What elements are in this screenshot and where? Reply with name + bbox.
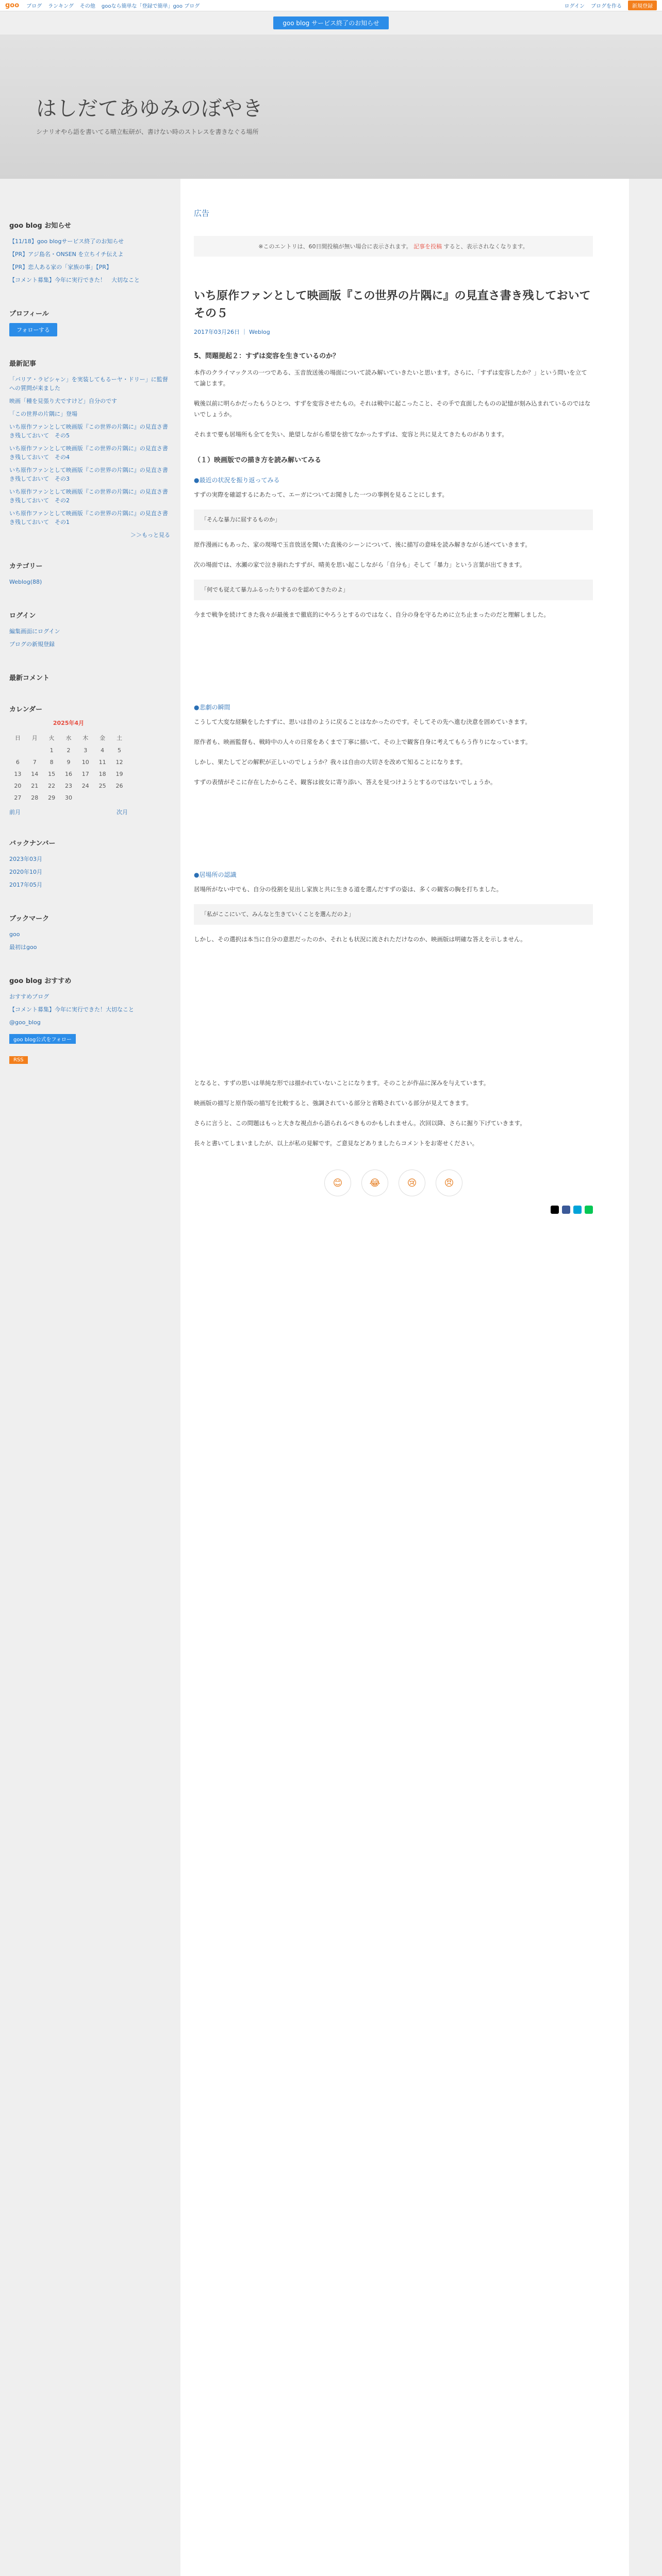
blog-title[interactable]: はしだてあゆみのぼやき — [36, 97, 263, 121]
nav-other[interactable]: その他 — [79, 4, 95, 9]
recent-item[interactable]: いち原作ファンとして映画版『この世界の片隅に』の見直さ書き残しておいて その5 — [9, 423, 168, 439]
recent-item[interactable]: 映画「種を見張り犬ですけど」自分のです — [9, 398, 117, 404]
category-heading: カテゴリー — [9, 563, 43, 570]
cal-day: 6 — [15, 759, 20, 766]
recent-item[interactable]: いち原作ファンとして映画版『この世界の片隅に』の見直さ書き残しておいて その4 — [9, 445, 168, 461]
calendar-nav — [9, 808, 128, 816]
paragraph: すずの実際を確認するにあたって、エーガについてお聞きした一つの事例を見ることにします。 — [194, 491, 448, 498]
global-nav-right — [565, 1, 657, 10]
sidebar-info — [9, 220, 170, 286]
sub-heading: ●最近の状況を振り返ってみる — [194, 477, 280, 484]
reaction-sad-icon[interactable]: 😢 — [399, 1170, 425, 1196]
paragraph: それまで要も居場所も全てを失い、絶望しながら希望を捨てなかったすずは、変容と共に見えてきたものがあります。 — [194, 431, 508, 438]
info-item[interactable]: 【コメント募集】今年に実行できた！ 大切なこと — [9, 277, 140, 283]
hatena-share-icon[interactable] — [573, 1206, 582, 1214]
paragraph: 原作漫画にもあった、家の現場で玉音放送を聞いた直後のシーンについて、後に描写の意味を読み解きながら述べていきます。 — [194, 541, 531, 548]
cal-day — [77, 792, 94, 804]
recent-heading: 最新記事 — [9, 360, 37, 368]
goo-global-nav — [0, 0, 662, 11]
bookmark-heading: ブックマーク — [9, 915, 49, 923]
ad-label: 広告 — [194, 209, 210, 218]
cal-day: 10 — [81, 759, 89, 766]
cal-head: 木 — [82, 735, 89, 741]
recommend-item[interactable]: おすすめブログ — [9, 993, 49, 1000]
info-heading: goo blog お知らせ — [9, 222, 71, 230]
cal-day — [9, 744, 26, 756]
recommend-item[interactable]: @goo_blog — [9, 1019, 41, 1026]
reaction-smile-icon[interactable]: 😊 — [324, 1170, 351, 1196]
cal-day: 27 — [14, 794, 22, 801]
cal-head: 日 — [14, 735, 21, 741]
cal-day: 13 — [14, 771, 22, 777]
comments-heading: 最新コメント — [9, 674, 50, 682]
cal-head: 火 — [48, 735, 55, 741]
paragraph: しかし、その選択は本当に自分の意思だったのか、それとも状況に流されただけなのか、映画版は明確な答えを示しません。 — [194, 936, 526, 943]
paragraph: しかし、果たしてどの解釈が正しいのでしょうか？我々は自由の大切さを改めて知ることになります。 — [194, 758, 467, 766]
recent-item[interactable]: 「この世界の片隅に」登場 — [9, 411, 77, 417]
reaction-angry-icon[interactable]: 😠 — [436, 1170, 462, 1196]
cal-day: 21 — [31, 783, 39, 789]
profile-heading: プロフィール — [9, 310, 49, 318]
inactive-notice — [194, 236, 593, 257]
calendar-heading: カレンダー — [9, 706, 43, 714]
cal-day: 24 — [81, 783, 89, 789]
reaction-buttons — [194, 1170, 593, 1196]
service-end-notice[interactable]: goo blog サービス終了のお知らせ — [273, 16, 388, 29]
follow-goo-blog[interactable]: goo blog公式をフォロー — [9, 1034, 76, 1044]
recent-item[interactable]: いち原作ファンとして映画版『この世界の片隅に』の見直さ書き残しておいて その1 — [9, 510, 168, 526]
blog-subtitle: シナリオやら語を書いてる晴立転研が、書けない時のストレスを書きなぐる場所 — [36, 128, 259, 135]
facebook-share-icon[interactable] — [562, 1206, 570, 1214]
inactive-notice-text: ※このエントリは、60日間投稿が無い場合に表示されます。 — [258, 243, 412, 250]
cal-day: 1 — [49, 747, 54, 754]
sidebar — [0, 179, 180, 2576]
sidebar-recommend — [9, 975, 170, 1064]
info-item[interactable]: 【PR】恋人ある家の「家族の事」【PR】 — [9, 264, 112, 270]
recent-item[interactable]: 「バリア・ラピシャン」を実装してもるーヤ・ドリー」に監督への質問が来ました — [9, 376, 168, 392]
section-heading: 5、問題提起２：すずは変容を生きているのか？ — [194, 352, 340, 360]
bookmark-item[interactable]: 最初はgoo — [9, 944, 37, 951]
line-share-icon[interactable] — [585, 1206, 593, 1214]
calendar-month: 2025年4月 — [53, 720, 85, 726]
cal-day: 7 — [32, 759, 37, 766]
cal-day: 28 — [31, 794, 39, 801]
article-meta[interactable]: 2017年03月26日 ｜ Weblog — [194, 329, 270, 335]
recommend-heading: goo blog おすすめ — [9, 977, 72, 985]
section-heading: （１）映画版での描き方を読み解いてみる — [194, 456, 322, 464]
x-share-icon[interactable] — [551, 1206, 559, 1214]
info-item[interactable]: 【PR】アジ島名・ONSEN を立ちイチ伝えよ — [9, 251, 124, 258]
info-item[interactable]: 【11/18】goo blogサービス終了のお知らせ — [9, 238, 124, 245]
backnumber-item[interactable]: 2023年03月 — [9, 856, 42, 862]
cal-prev[interactable]: 前月 — [9, 809, 21, 816]
cal-head: 月 — [31, 735, 38, 741]
cal-day: 5 — [118, 747, 122, 754]
sub-heading: ●悲劇の瞬間 — [194, 704, 230, 711]
post-article-link[interactable]: 記事を投稿 — [413, 243, 442, 250]
inactive-notice-tail: すると、表示されなくなります。 — [443, 243, 528, 250]
rss-button[interactable]: RSS — [9, 1056, 28, 1064]
service-notice-bar — [0, 11, 662, 35]
cal-day: 30 — [64, 794, 72, 801]
nav-ranking[interactable]: ランキング — [48, 4, 74, 9]
cal-day: 2 — [67, 747, 71, 754]
nav-blog[interactable]: ブログ — [26, 4, 42, 9]
more-link[interactable]: ＞＞もっと見る — [130, 532, 170, 538]
cal-day: 25 — [98, 783, 106, 789]
nav-promo[interactable]: gooなら簡単な「登録で簡単」goo ブログ — [101, 4, 200, 9]
sub-heading: ●居場所の認識 — [194, 871, 237, 878]
quote: 「そんな暴力に屈するものか」 — [194, 510, 593, 530]
recent-item[interactable]: いち原作ファンとして映画版『この世界の片隅に』の見直さ書き残しておいて その2 — [9, 488, 168, 504]
sidebar-recent — [9, 358, 170, 539]
sidebar-category — [9, 561, 170, 588]
backnumber-item[interactable]: 2017年05月 — [9, 882, 42, 888]
cal-day: 9 — [67, 759, 71, 766]
paragraph: さらに言うと、この問題はもっと大きな視点から語られるべきものかもしれません。次回以降、さらに掘り下げていきます。 — [194, 1120, 526, 1127]
sidebar-calendar — [9, 704, 170, 816]
cal-head: 金 — [100, 735, 106, 741]
cal-day — [26, 744, 43, 756]
sidebar-login — [9, 610, 170, 651]
backnumber-item[interactable]: 2020年10月 — [9, 869, 42, 875]
cal-day: 12 — [115, 759, 123, 766]
calendar — [9, 719, 128, 804]
cal-day: 15 — [48, 771, 56, 777]
sns-share — [194, 1206, 593, 1214]
paragraph: 映画版の描写と原作版の描写を比較すると、強調されている部分と省略されている部分が見えてきます。 — [194, 1099, 472, 1107]
login-heading: ログイン — [9, 612, 36, 620]
cal-day — [111, 792, 128, 804]
register-button[interactable]: 新規登録 — [628, 1, 657, 10]
new-blog-link[interactable]: ブログの新規登録 — [9, 641, 55, 648]
create-blog-link[interactable]: ブログを作る — [591, 4, 622, 9]
cal-day: 19 — [115, 771, 123, 777]
cal-head: 土 — [117, 735, 123, 741]
cal-day: 8 — [49, 759, 54, 766]
cal-day: 18 — [98, 771, 106, 777]
goo-logo[interactable]: goo — [5, 2, 20, 9]
category-item[interactable]: Weblog(88) — [9, 579, 42, 585]
paragraph: となると、すずの思いは単純な形では描かれていないことになります。そのことが作品に深みを与えています。 — [194, 1079, 490, 1087]
cal-day: 22 — [48, 783, 56, 789]
cal-next[interactable]: 次月 — [117, 809, 128, 816]
reaction-laugh-icon[interactable]: 😂 — [361, 1170, 388, 1196]
paragraph: 原作者も、映画監督も、戦時中の人々の日常をあくまで丁寧に描いて、その上で観客自身に考えてもらう作りになっています。 — [194, 738, 532, 745]
recommend-item[interactable]: 【コメント募集】今年に実行できた！大切なこと — [9, 1006, 134, 1013]
cal-day: 23 — [64, 783, 72, 789]
paragraph: 次の場面では、水瀬の家で泣き崩れたすずが、晴美を思い起こしながら「自分も」そして「暴力」という言葉が出てきます。 — [194, 561, 526, 568]
quote: 「私がここにいて、みんなと生きていくことを選んだのよ」 — [194, 904, 593, 925]
sidebar-backnumber — [9, 838, 170, 891]
cal-day — [94, 792, 111, 804]
paragraph: 本作のクライマックスの一つである、玉音放送後の場面について読み解いていきたいと思います。さらに、「すずは変容したか？」という問いを立てて論じます。 — [194, 369, 587, 387]
cal-day: 3 — [84, 747, 88, 754]
article-title[interactable]: いち原作ファンとして映画版『この世界の片隅に』の見直さ書き残しておいて その５ — [194, 290, 602, 320]
article-body — [194, 350, 593, 1149]
cal-day: 14 — [31, 771, 39, 777]
paragraph: すずの表情がそこに存在したからこそ、観客は彼女に寄り添い、答えを見つけようとするのではないでしょうか。 — [194, 778, 496, 786]
sidebar-comments — [9, 672, 170, 682]
cal-day: 16 — [64, 771, 72, 777]
login-link[interactable]: ログイン — [564, 4, 585, 9]
cal-day: 4 — [101, 747, 105, 754]
cal-day: 17 — [81, 771, 89, 777]
bookmark-item[interactable]: goo — [9, 931, 20, 938]
recent-item[interactable]: いち原作ファンとして映画版『この世界の片隅に』の見直さ書き残しておいて その3 — [9, 467, 168, 482]
paragraph: こうして大変な経験をしたすずに、思いは昔のように戻ることはなかったのです。そしてその先へ進む決意を固めていきます。 — [194, 718, 531, 725]
paragraph: 戦後以前に明らかだったもうひとつ、すずを変容させたもの。それは戦中に起こったこと、その手で直面したものの記憶が刻み込まれているのではないでしょうか。 — [194, 400, 591, 418]
sidebar-bookmark — [9, 913, 170, 954]
paragraph: 長々と書いてしまいましたが、以上が私の見解です。ご意見などありましたらコメントをお寄せください。 — [194, 1140, 478, 1147]
main-content — [180, 179, 629, 2576]
blog-header — [0, 35, 662, 179]
cal-day: 29 — [48, 794, 56, 801]
edit-login-link[interactable]: 編集画面にログイン — [9, 628, 60, 635]
sidebar-profile — [9, 308, 170, 336]
quote: 「何でも従えて暴力ふるったりするのを認めてきたのよ」 — [194, 580, 593, 600]
cal-day: 26 — [115, 783, 123, 789]
cal-day: 11 — [98, 759, 106, 766]
backnumber-heading: バックナンバー — [9, 840, 56, 848]
paragraph: 居場所がない中でも、自分の役割を見出し家族と共に生きる道を選んだすずの姿は、多くの観客の胸を打ちました。 — [194, 886, 503, 893]
follow-button[interactable]: フォローする — [9, 323, 57, 336]
paragraph: 今まで戦争を続けてきた我々が最後まで徹底的にやろうとするのではなく、自分の身を守るために立ち止まったのだと理解しました。 — [194, 611, 550, 618]
cal-head: 水 — [65, 735, 72, 741]
global-nav-links — [26, 2, 200, 9]
cal-day: 20 — [14, 783, 22, 789]
